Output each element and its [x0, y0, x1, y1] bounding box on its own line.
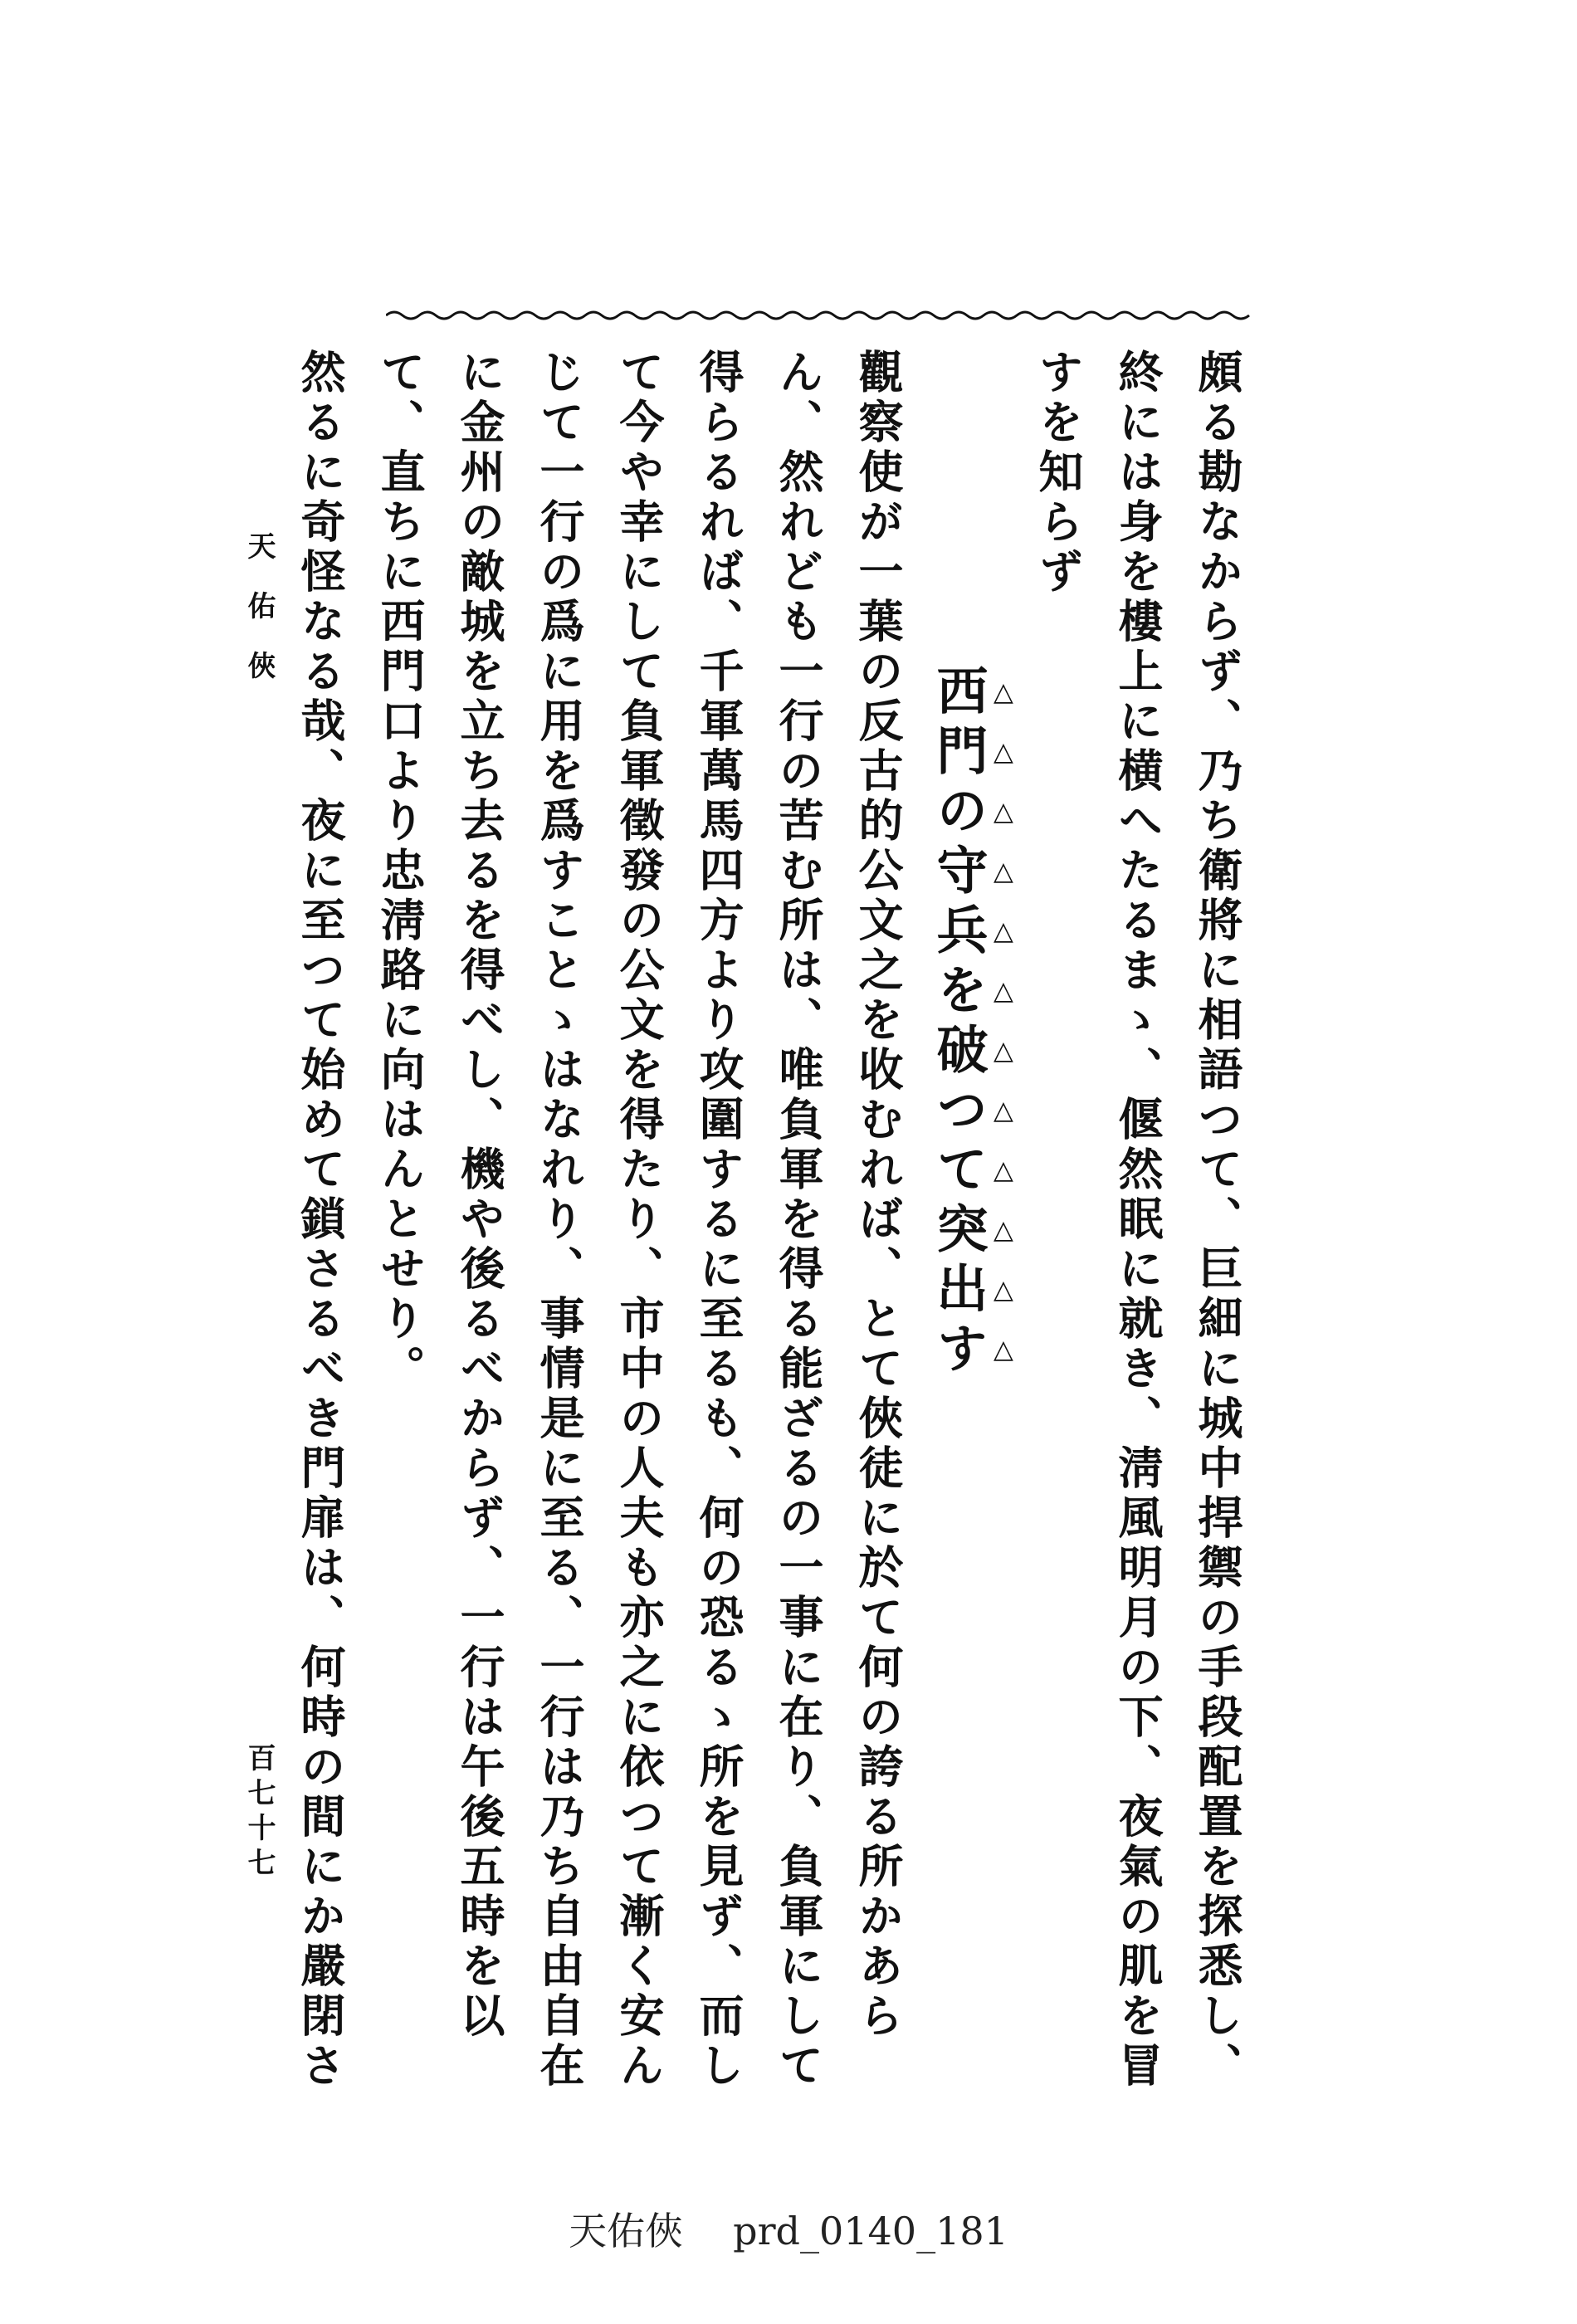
heading-text: 西門の守兵を破つて突出す	[928, 664, 989, 1381]
footer-title: 天佑俠	[569, 2209, 684, 2253]
paragraph-1: 頗る勘なからず、乃ち衛將に相語つて、巨細に城中捍禦の手段配置を探悉し、終には身を樓上に横へたるまゝ、偃然眠に就き、淸風明月の下、夜氣の肌を冒すを知らず	[1032, 349, 1244, 2092]
footer-caption	[0, 2201, 1577, 2256]
decorative-wavy-rule	[386, 305, 1257, 325]
section-heading	[918, 349, 1018, 2108]
running-head: 天佑俠	[242, 531, 276, 710]
paragraph-3: 然るに奇怪なる哉、夜に至つて始めて鎖さるべき門扉は、何時の間にか嚴閉さ	[294, 349, 347, 2092]
paragraph-2: 觀察使が一葉の反古的公文之を收むれば、とて俠徒に於て何の誇る所かあらん、然れども一行の苦む所は、唯負軍を得る能ざるの一事に在り、負軍にして得らるれば、千軍萬馬四方より攻圍するに至るも、何の恐るゝ所を見ず、而して今や幸にして負軍徵發の公文を得たり、市中の人夫も亦之に依つて漸く安んじて一行の爲に用を爲すことゝはなれり、事情是に至る、一行は乃ち自由自在に金州の敵城を立ち去るを得べし、機や後るべからず、一行は午後五時を以て、直ちに西門口より忠淸路に向はんとせり。	[374, 349, 905, 2092]
page-number: 百七十七	[242, 1743, 276, 1882]
footer-code: prd_0140_181	[733, 2209, 1008, 2253]
vertical-body-text	[278, 349, 1257, 2108]
